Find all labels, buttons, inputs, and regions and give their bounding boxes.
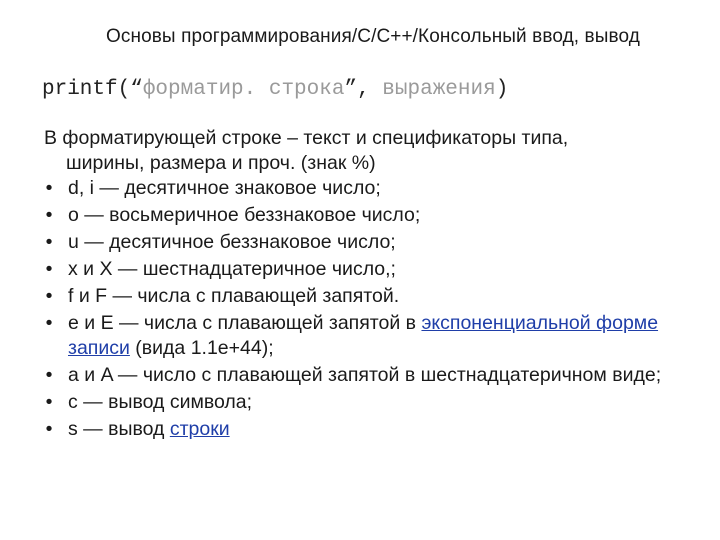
item-text: x и X — шестнадцатеричное число,; bbox=[68, 258, 396, 280]
bullet-icon: • bbox=[45, 177, 53, 199]
intro-line-2: ширины, размера и проч. (знак %) bbox=[66, 151, 376, 174]
item-text-after: (вида 1.1e+44); bbox=[129, 336, 274, 359]
list-item bbox=[44, 363, 694, 388]
slide-body bbox=[44, 126, 694, 444]
bullet-icon: • bbox=[45, 417, 53, 440]
bullet-icon: • bbox=[45, 231, 53, 253]
bullet-icon: • bbox=[45, 285, 53, 307]
item-text: a и A — число с плавающей запятой в шестнадцатеричном виде; bbox=[68, 363, 662, 386]
slide-title: Основы программирования/C/C++/Консольный ввод, вывод bbox=[106, 26, 640, 47]
list-item bbox=[44, 230, 694, 255]
intro-line-1: В форматирующей строке – текст и спецификаторы типа, bbox=[44, 127, 569, 149]
bullet-icon: • bbox=[45, 363, 53, 386]
intro-paragraph bbox=[44, 126, 694, 175]
list-item bbox=[44, 203, 694, 228]
code-expressions: выражения bbox=[382, 78, 496, 101]
string-link[interactable]: строки bbox=[169, 417, 230, 440]
exponential-form-link[interactable]: экспоненциальной форме записи bbox=[68, 312, 659, 359]
code-middle: ”, bbox=[344, 78, 383, 101]
list-item bbox=[44, 390, 694, 415]
item-text: u — десятичное беззнаковое число; bbox=[68, 231, 396, 253]
printf-signature bbox=[42, 78, 508, 101]
bullet-icon: • bbox=[45, 312, 53, 334]
code-format-string: форматир. строка bbox=[142, 78, 345, 101]
list-item bbox=[44, 176, 694, 201]
item-text: f и F — числа с плавающей запятой. bbox=[68, 285, 400, 307]
item-text: o — восьмеричное беззнаковое число; bbox=[68, 204, 421, 226]
item-text: d, i — десятичное знаковое число; bbox=[68, 177, 381, 199]
item-text: c — вывод символа; bbox=[68, 390, 253, 413]
bullet-icon: • bbox=[45, 204, 53, 226]
item-text-before: e и E — числа с плавающей запятой в bbox=[68, 312, 422, 334]
list-item bbox=[44, 284, 694, 309]
specifier-list bbox=[44, 176, 694, 441]
bullet-icon: • bbox=[45, 390, 53, 413]
list-item bbox=[44, 257, 694, 282]
item-text-before: s — вывод bbox=[68, 417, 170, 440]
list-item bbox=[44, 417, 694, 442]
bullet-icon: • bbox=[45, 258, 53, 280]
code-prefix: printf(“ bbox=[42, 78, 143, 101]
code-suffix: ) bbox=[495, 78, 509, 101]
list-item bbox=[44, 311, 694, 360]
